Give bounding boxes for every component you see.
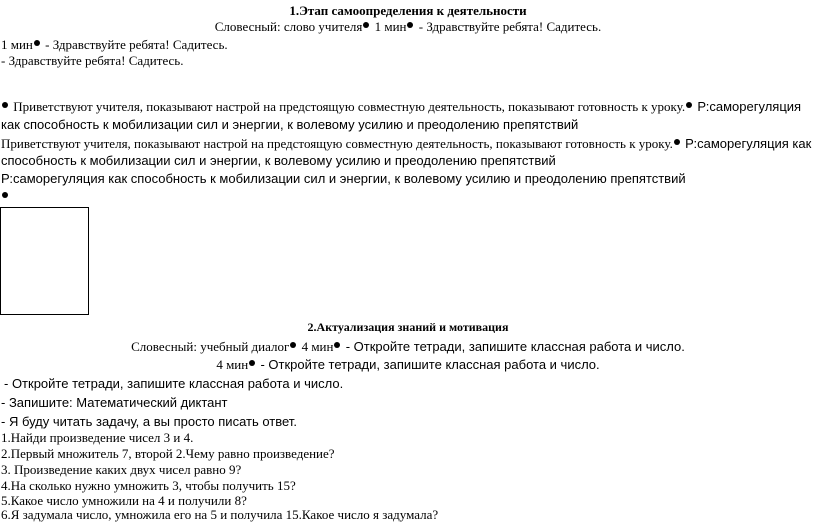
stage1-activity-text: Приветствуют учителя, показывают настрой на предстоящую совместную деятельность, показывают готовность к уроку. <box>13 99 686 114</box>
bullet-icon <box>334 342 340 348</box>
stage2-method-text: Словесный: учебный диалог <box>131 339 290 354</box>
stage2-title: 2.Актуализация знаний и мотивация <box>307 320 509 334</box>
stage1-method-time: 1 мин <box>374 19 407 34</box>
stage2-line2-time: 4 мин <box>216 357 249 372</box>
stage1-line3: - Здравствуйте ребята! Садитесь. <box>1 53 184 68</box>
stage2-line2-instruction: - Откройте тетради, запишите классная работа и число. <box>260 357 600 372</box>
bullet-icon <box>290 342 296 348</box>
task-item: 2.Первый множитель 7, второй 2.Чему равно произведение? <box>1 446 335 461</box>
stage2-line3: - Откройте тетради, запишите классная работа и число. <box>4 376 344 391</box>
bullet-icon <box>2 102 8 108</box>
bullet-icon <box>407 22 413 28</box>
stage1-activity2 <box>1 137 811 150</box>
stage2-method-time: 4 мин <box>301 339 334 354</box>
bullet-icon <box>674 139 680 145</box>
stage2-line5: - Я буду читать задачу, а вы просто писать ответ. <box>1 414 297 429</box>
stage1-method-greeting: - Здравствуйте ребята! Садитесь. <box>418 19 602 34</box>
empty-frame <box>0 207 89 315</box>
stage2-line4: - Запишите: Математический диктант <box>1 395 228 410</box>
stage2-method-line <box>0 340 816 353</box>
stage1-activity-regulation: Р:саморегуляция <box>697 99 802 114</box>
bullet-icon <box>363 22 369 28</box>
bullet-icon <box>34 40 40 46</box>
bullet-icon <box>686 102 692 108</box>
stage1-line2-time: 1 мин <box>1 37 33 52</box>
stage1-line2 <box>1 38 228 51</box>
stage1-method-text: Словесный: слово учителя <box>214 19 363 34</box>
bullet-icon <box>249 360 255 366</box>
stage2-line2 <box>0 358 816 371</box>
stage1-activity2-regulation: Р:саморегуляция как <box>685 136 812 151</box>
task-item: 6.Я задумала число, умножила его на 5 и получила 15.Какое число я задумала? <box>1 507 439 522</box>
stage1-method-line <box>0 20 816 33</box>
stage1-line2-greeting: - Здравствуйте ребята! Садитесь. <box>45 37 228 52</box>
task-item: 1.Найди произведение чисел 3 и 4. <box>1 430 194 445</box>
stage1-title: 1.Этап самоопределения к деятельности <box>289 3 527 18</box>
stage1-activity-cont: как способность к мобилизации сил и энергии, к волевому усилию и преодолению препятствий <box>1 117 579 132</box>
stage1-activity3: Р:саморегуляция как способность к мобилизации сил и энергии, к волевому усилию и преодолению препятствий <box>1 171 686 186</box>
stage1-activity2-cont: способность к мобилизации сил и энергии, к волевому усилию и преодолению препятствий <box>1 153 556 168</box>
bullet-icon <box>2 192 8 198</box>
stage2-method-instruction: - Откройте тетради, запишите классная работа и число. <box>345 339 685 354</box>
task-item: 5.Какое число умножили на 4 и получили 8? <box>1 493 247 508</box>
task-item: 4.На сколько нужно умножить 3, чтобы получить 15? <box>1 478 296 493</box>
task-item: 3. Произведение каких двух чисел равно 9? <box>1 462 242 477</box>
stage1-bullet <box>1 190 10 203</box>
stage1-activity <box>1 100 801 113</box>
stage1-activity2-text: Приветствуют учителя, показывают настрой на предстоящую совместную деятельность, показывают готовность к уроку. <box>1 136 673 151</box>
